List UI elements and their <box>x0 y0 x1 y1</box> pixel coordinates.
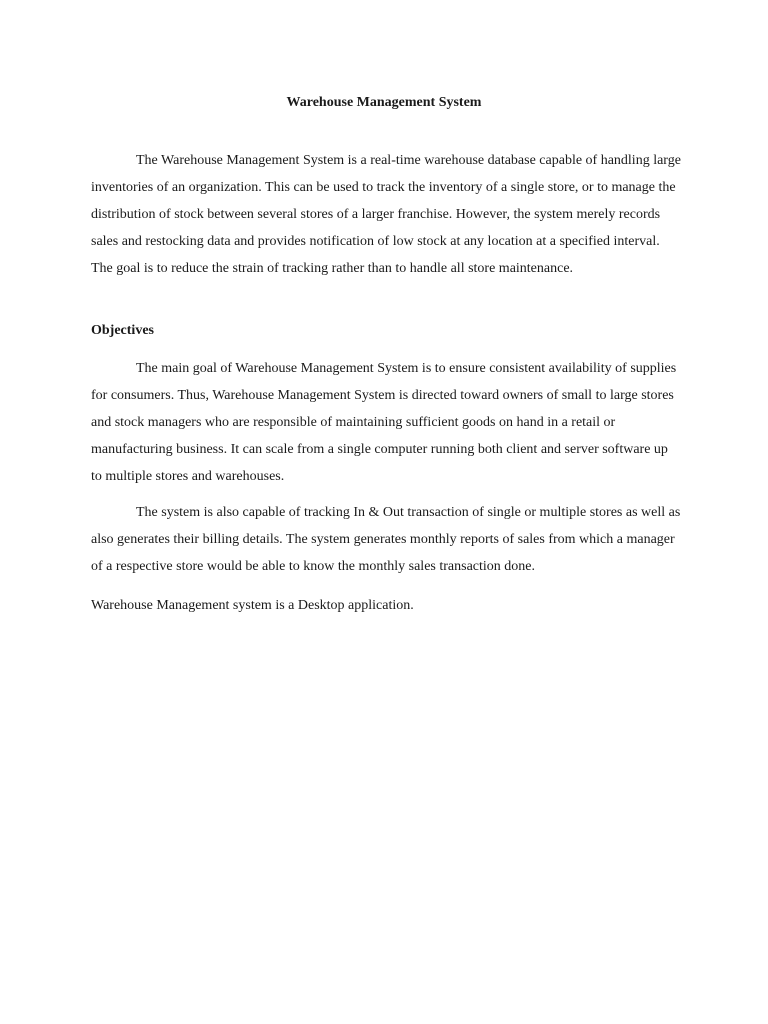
objectives-paragraph-1: The main goal of Warehouse Management System is to ensure consistent availability of supplies for consumers. Thus, Warehouse Management System is directed toward owners of small to large stores and stock managers who are responsible of maintaining sufficient goods on hand in a retail or manufacturing business. It can scale from a single computer running both client and server software up to multiple stores and warehouses. <box>91 361 677 484</box>
objectives-paragraph-2: The system is also capable of tracking In & Out transaction of single or multiple stores as well as also generates their billing details. The system generates monthly reports of sales from which a manager of a respective store would be able to know the monthly sales transaction done. <box>91 505 681 574</box>
intro-paragraph: The Warehouse Management System is a real-time warehouse database capable of handling large inventories of an organization. This can be used to track the inventory of a single store, or to manage the distribution of stock between several stores of a larger franchise. However, the system merely records sales and restocking data and provides notification of low stock at any location at a specified interval. The goal is to reduce the strain of tracking rather than to handle all store maintenance. <box>91 153 681 276</box>
closing-line: Warehouse Management system is a Desktop application. <box>91 598 414 613</box>
document-title: Warehouse Management System <box>286 95 482 110</box>
objectives-heading: Objectives <box>91 323 154 338</box>
